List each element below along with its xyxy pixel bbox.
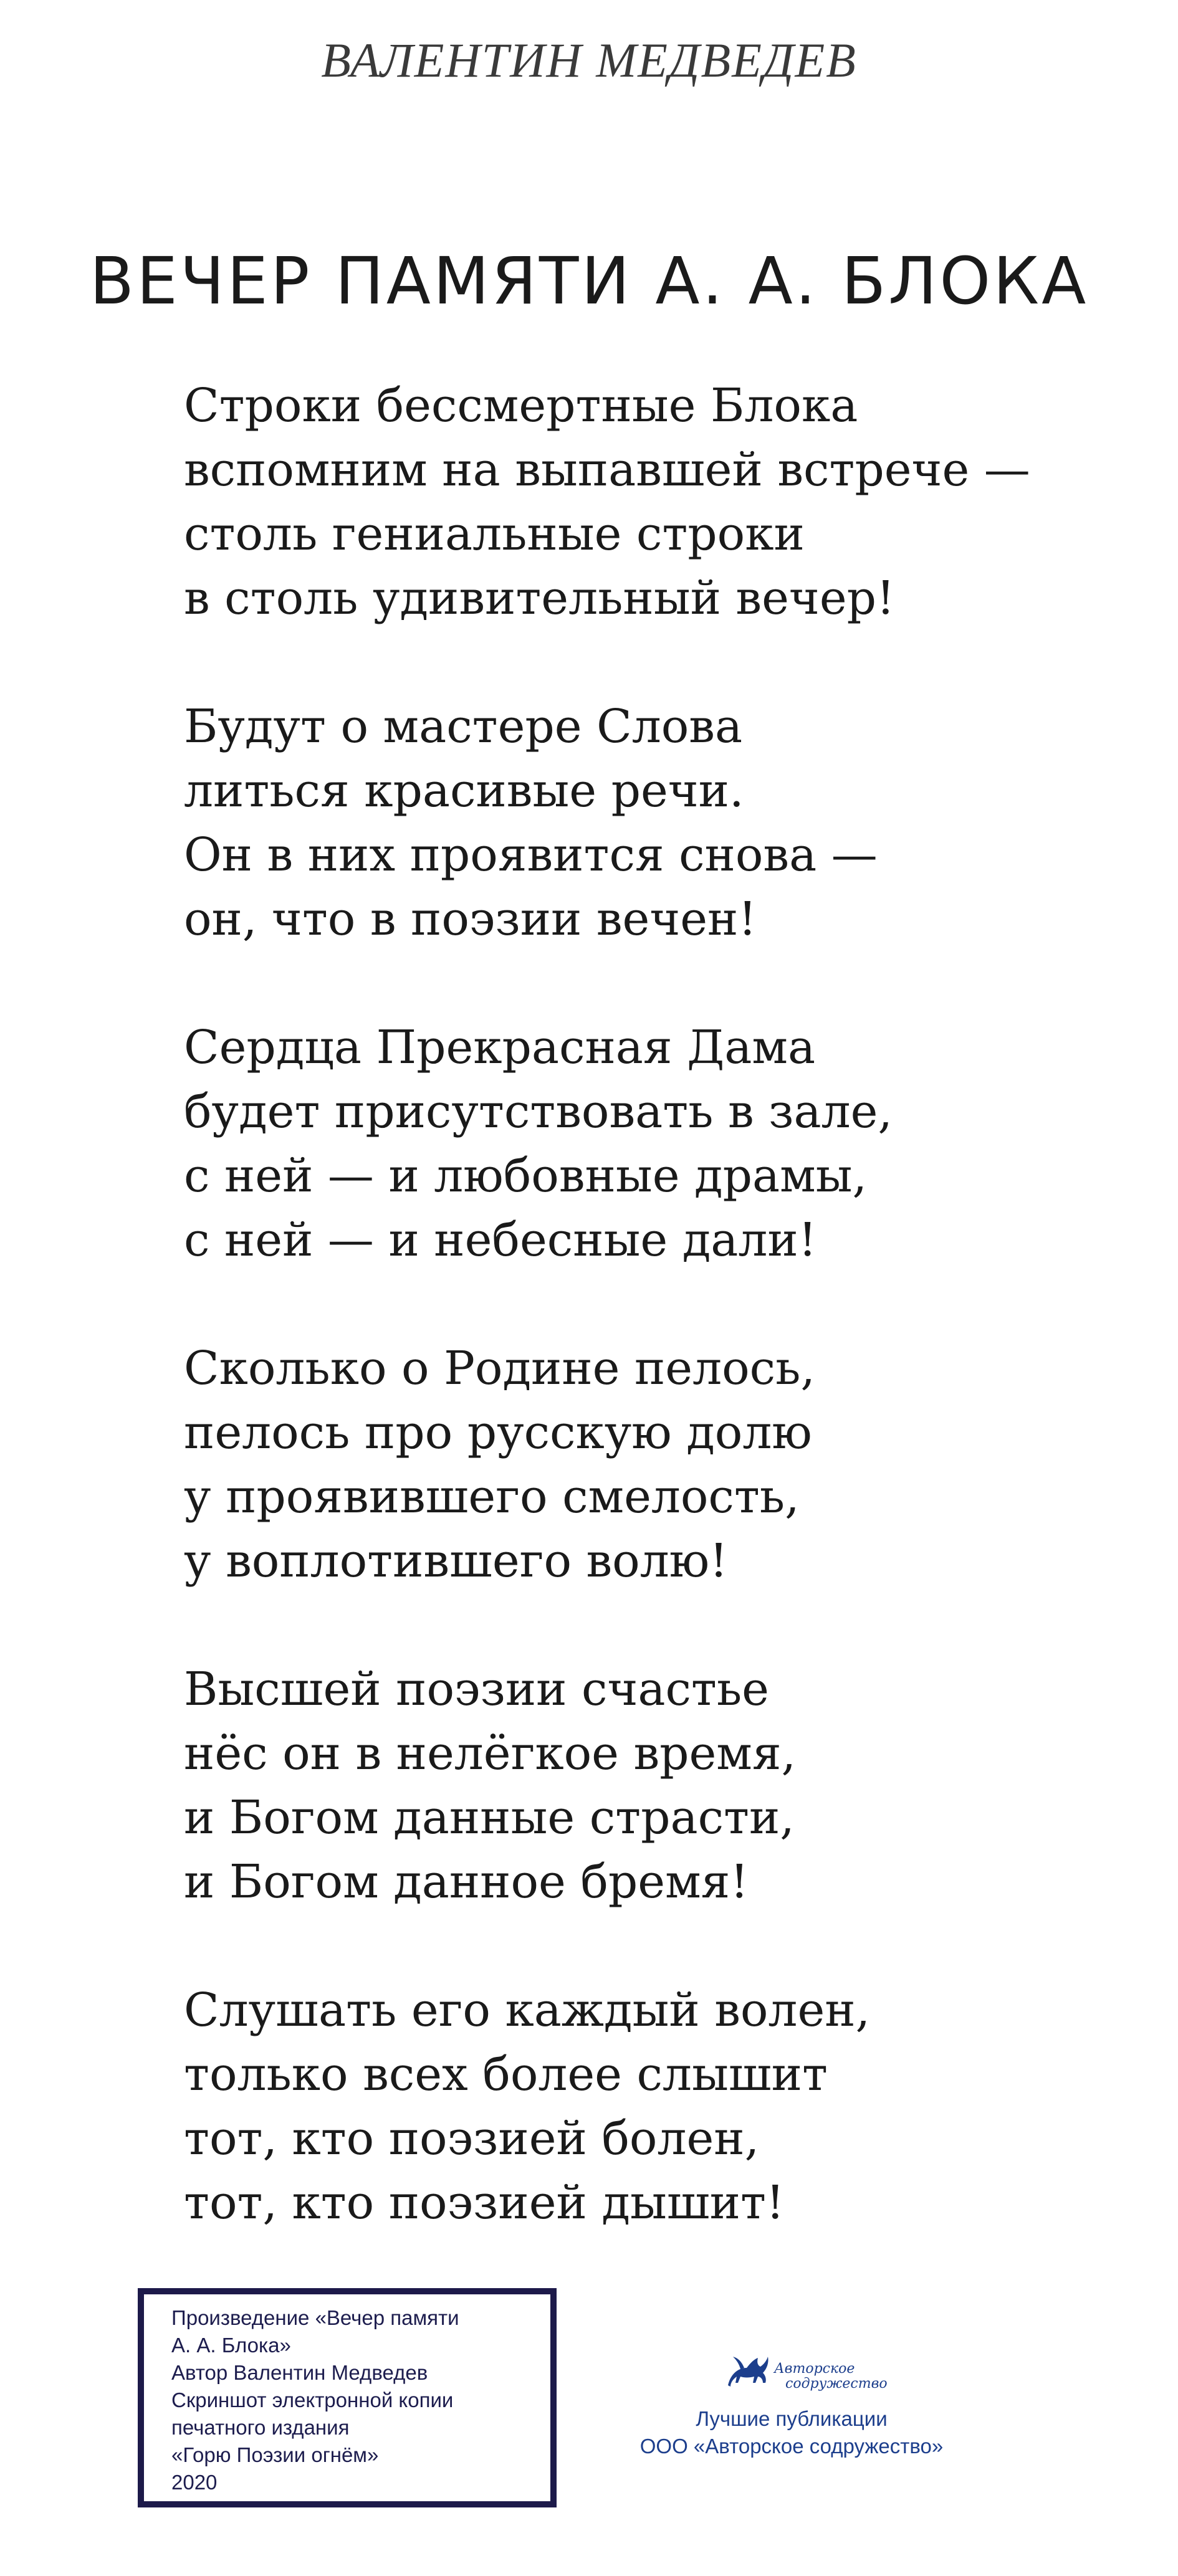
stanza xyxy=(184,1337,1119,1593)
publisher-block xyxy=(598,2349,985,2460)
credit-line: Скриншот электронной копии xyxy=(171,2388,454,2411)
poem-line: нёс он в нелёгкое время, xyxy=(184,1727,797,1780)
poem-line: Он в них проявится снова — xyxy=(184,828,878,882)
poem-line: Сердца Прекрасная Дама xyxy=(184,1021,816,1074)
svg-text:Авторское: Авторское xyxy=(774,2361,855,2377)
stanza xyxy=(184,1016,1119,1272)
credit-line: печатного издания xyxy=(171,2416,350,2439)
poem-line: вспомним на выпавшей встрече — xyxy=(184,443,1030,497)
poem-line: с ней — и любовные драмы, xyxy=(184,1149,868,1203)
poem-line: столь гениальные строки xyxy=(184,507,805,561)
poem-line: Высшей поэзии счастье xyxy=(184,1662,769,1716)
credit-line: 2020 xyxy=(171,2471,218,2494)
authors-community-logo-icon xyxy=(717,2349,888,2399)
svg-text:содружество: содружество xyxy=(785,2376,888,2392)
publisher-name: ООО «Авторское содружество» xyxy=(639,2435,944,2458)
poem-title: ВЕЧЕР ПАМЯТИ А. А. БЛОКА xyxy=(89,243,1089,319)
poem-line: Слушать его каждый волен, xyxy=(184,1983,871,2037)
poem-line: у воплотившего волю! xyxy=(184,1534,728,1588)
poem-line: у проявившего смелость, xyxy=(184,1470,800,1524)
poem-line: Строки бессмертные Блока xyxy=(184,379,858,432)
poem-line: и Богом данное бремя! xyxy=(184,1855,749,1909)
poem-line: будет присутствовать в зале, xyxy=(184,1085,893,1138)
poem-line: литься красивые речи. xyxy=(184,764,744,818)
poem-line: в столь удивительный вечер! xyxy=(184,571,895,625)
poem-line: только всех более слышит xyxy=(184,2048,828,2101)
poem-line: с ней — и небесные дали! xyxy=(184,1213,817,1267)
credit-line: А. А. Блока» xyxy=(171,2334,291,2357)
credit-box xyxy=(138,2288,557,2507)
author-name: ВАЛЕНТИН МЕДВЕДЕВ xyxy=(321,33,857,87)
poem-line: пелось про русскую долю xyxy=(184,1406,812,1459)
publisher-tagline: Лучшие публикации xyxy=(696,2407,888,2430)
poem-line: Будут о мастере Слова xyxy=(184,700,743,753)
credit-line: Автор Валентин Медведев xyxy=(171,2361,428,2384)
stanza xyxy=(184,1978,1119,2235)
poem-line: тот, кто поэзией болен, xyxy=(184,2112,760,2165)
stanza xyxy=(184,695,1119,952)
credit-line: «Горю Поэзии огнём» xyxy=(171,2443,379,2466)
poem-line: тот, кто поэзией дышит! xyxy=(184,2176,785,2230)
poem-line: он, что в поэзии вечен! xyxy=(184,892,757,946)
stanza xyxy=(184,374,1119,631)
poem-body xyxy=(184,374,1119,2299)
stanza xyxy=(184,1658,1119,1914)
poem-line: и Богом данные страсти, xyxy=(184,1791,795,1844)
credit-line: Произведение «Вечер памяти xyxy=(171,2306,459,2329)
poem-line: Сколько о Родине пелось, xyxy=(184,1342,815,1395)
